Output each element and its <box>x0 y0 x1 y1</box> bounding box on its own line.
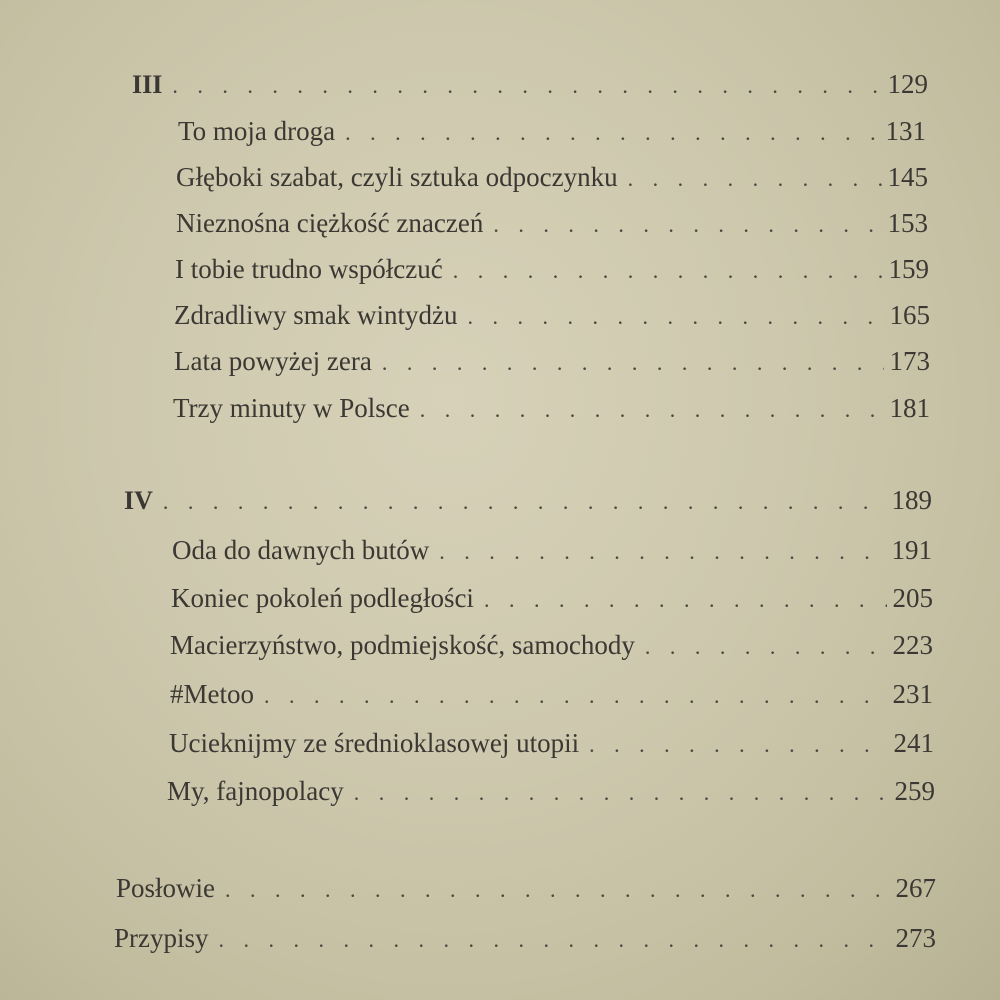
dot-leader <box>420 390 884 430</box>
dot-leader <box>163 482 886 522</box>
dot-leader <box>219 920 890 960</box>
part-label: III <box>132 70 163 99</box>
page-number: 223 <box>892 630 933 660</box>
page-number: 145 <box>887 162 928 192</box>
page-number: 231 <box>892 679 933 709</box>
chapter-title: Zdradliwy smak wintydżu <box>174 300 458 330</box>
toc-entry <box>176 203 928 243</box>
page-number: 131 <box>885 116 926 146</box>
chapter-title: Lata powyżej zera <box>174 346 372 376</box>
dot-leader <box>467 297 883 337</box>
page-number: 173 <box>889 346 930 376</box>
dot-leader <box>382 343 884 383</box>
toc-entry <box>178 111 926 151</box>
dot-leader <box>453 251 883 291</box>
toc-entry <box>170 625 933 665</box>
part-label: IV <box>124 486 153 515</box>
dot-leader <box>172 66 881 106</box>
chapter-title: My, fajnopolacy <box>167 776 344 806</box>
page-number: 267 <box>895 873 936 903</box>
page-number: 181 <box>889 393 930 423</box>
page-number: 241 <box>893 728 934 758</box>
page-number: 153 <box>887 208 928 238</box>
chapter-title: Posłowie <box>116 873 216 903</box>
page-number: 189 <box>891 485 932 515</box>
toc-entry <box>167 771 935 811</box>
chapter-title: #Metoo <box>170 679 254 709</box>
dot-leader <box>439 532 885 572</box>
chapter-title: Koniec pokoleń podległości <box>171 583 474 613</box>
dot-leader <box>264 676 887 716</box>
page-number: 165 <box>889 300 930 330</box>
dot-leader <box>354 773 889 813</box>
chapter-title: Oda do dawnych butów <box>172 535 430 565</box>
toc-entry <box>172 530 932 570</box>
chapter-title: Przypisy <box>114 923 209 953</box>
chapter-title: I tobie trudno współczuć <box>175 254 443 284</box>
toc-entry <box>174 295 930 335</box>
page-number: 159 <box>888 254 929 284</box>
toc-entry <box>173 388 930 428</box>
toc-entry-afterword <box>116 868 936 908</box>
dot-leader <box>345 113 879 153</box>
chapter-title: Macierzyństwo, podmiejskość, samochody <box>170 630 635 660</box>
toc-entry <box>171 578 933 618</box>
toc-entry <box>175 249 929 289</box>
page-number: 191 <box>891 535 932 565</box>
chapter-title: Trzy minuty w Polsce <box>173 393 410 423</box>
chapter-title: Nieznośna ciężkość znaczeń <box>176 208 484 238</box>
dot-leader <box>484 580 887 620</box>
toc-entry-footnotes <box>114 918 936 958</box>
chapter-title: Ucieknijmy ze średnioklasowej utopii <box>169 728 580 758</box>
toc-part-heading <box>124 480 932 520</box>
toc-entry <box>170 674 933 714</box>
page-number: 129 <box>887 69 928 99</box>
dot-leader <box>628 159 882 199</box>
dot-leader <box>493 205 881 245</box>
toc-entry <box>174 341 930 381</box>
toc-part-heading <box>132 64 928 104</box>
chapter-title: Głęboki szabat, czyli sztuka odpoczynku <box>176 162 618 192</box>
page-number: 205 <box>892 583 933 613</box>
chapter-title: To moja droga <box>178 116 336 146</box>
toc-entry <box>176 157 928 197</box>
dot-leader <box>589 725 887 765</box>
page-number: 259 <box>894 776 935 806</box>
dot-leader <box>225 870 889 910</box>
dot-leader <box>645 627 887 667</box>
page-number: 273 <box>895 923 936 953</box>
toc-entry <box>169 723 934 763</box>
